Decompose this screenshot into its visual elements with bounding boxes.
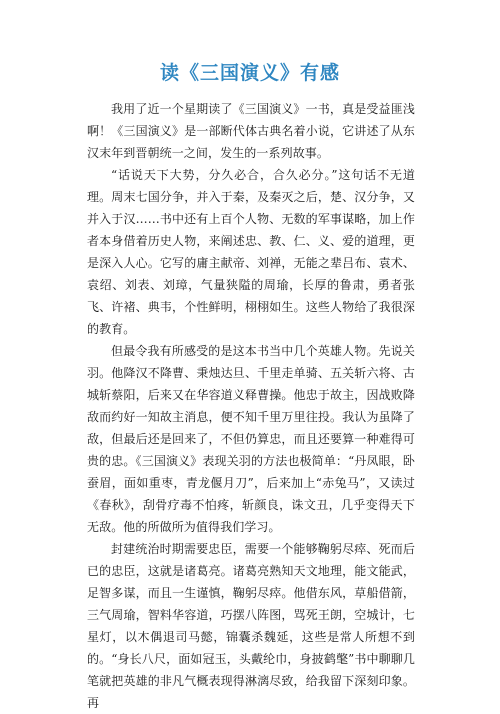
document-title: 读《三国演义》有感 bbox=[159, 62, 340, 84]
paragraph-1: 我用了近一个星期读了《三国演义》一书，真是受益匪浅啊！《三国演义》是一部断代体古典名着小说，它讲述了从东汉末年到晋朝统一之间，发生的一系列故事。 bbox=[87, 102, 415, 160]
paragraph-3: 但最令我有所感受的是这本书当中几个英雄人物。先说关羽。他降汉不降曹、秉烛达旦、千里走单骑、五关斩六将、古城斩蔡阳，后来又在华容道义释曹操。他忠于故主，因战败降敌而约好一知故主消息，便不知千里万里往投。我认为虽降了敌，但最后还是回来了，不但仍算忠，而且还要算一种难得可贵的忠。《三国演义》表现关羽的方法也极简单：“丹凤眼，卧蚕眉，面如重枣，青龙偃月刀”，后来加上“赤兔马”，又读过《春秋》，刮骨疗毒不怕疼，斩颜良，诛文丑，几乎变得天下无敌。他的所做所为值得我们学习。 bbox=[87, 344, 415, 534]
paragraph-2: “话说天下大势，分久必合，合久必分。”这句话不无道理。周末七国分争，并入于秦，及秦灭之后，楚、汉分争，又并入于汉……书中还有上百个人物、无数的军事谋略，加上作者本身借着历史人物，来阐述忠、教、仁、义、爱的道理，更是深入人心。它写的庸主献帝、刘禅，无能之辈吕布、袁术、袁绍、刘表、刘璋，气量狭隘的周瑜，长厚的鲁肃，勇者张飞、许褚、典韦，个性鲜明，栩栩如生。这些人物给了我很深的教育。 bbox=[87, 168, 415, 336]
document-body bbox=[87, 98, 415, 714]
paragraph-4: 封建统治时期需要忠臣，需要一个能够鞠躬尽瘁、死而后已的忠臣，这就是诸葛亮。诸葛亮熟知天文地理，能文能武，足智多谋，而且一生谨慎，鞠躬尽瘁。他借东风，草船借箭，三气周瑜，智料华容道，巧摆八阵图，骂死王朗，空城计，七星灯，以木偶退司马懿，锦囊杀魏延，这些是常人所想不到的。“身长八尺，面如冠玉，头戴纶巾，身披鹤氅”书中聊聊几笔就把英雄的非凡气概表现得淋漓尽致，给我留下深刻印象。再 bbox=[87, 542, 415, 710]
